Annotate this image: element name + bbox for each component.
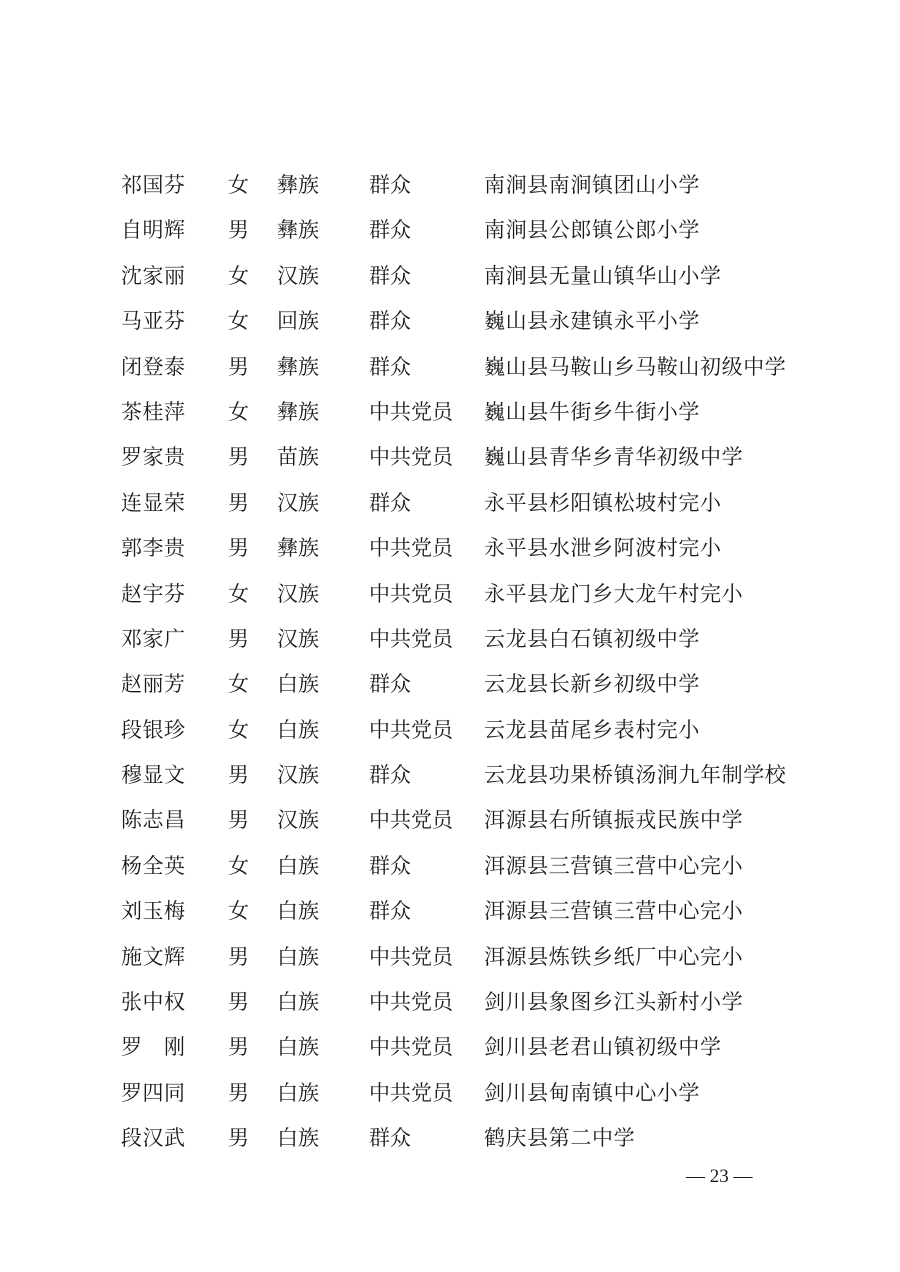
person-gender: 男 [228,536,249,561]
person-name: 祁国芬 [121,173,186,197]
person-name: 赵丽芳 [121,672,186,697]
person-school: 洱源县炼铁乡纸厂中心完小 [484,944,744,969]
person-political-status: 群众 [369,853,411,878]
person-political-status: 中共党员 [369,1080,453,1105]
person-school: 巍山县牛街乡牛街小学 [484,399,700,424]
person-gender: 男 [228,763,249,788]
person-political-status: 群众 [369,899,411,924]
person-name: 沈家丽 [121,263,186,288]
roster-row [0,1116,900,1161]
person-gender: 女 [228,853,249,878]
person-political-status: 中共党员 [369,399,453,424]
person-name: 段汉武 [121,1126,186,1151]
person-gender: 男 [228,1080,249,1105]
person-political-status: 群众 [369,1126,411,1151]
person-school: 剑川县甸南镇中心小学 [484,1080,700,1105]
person-political-status: 中共党员 [369,808,453,833]
person-ethnicity: 白族 [277,990,319,1015]
person-gender: 女 [228,672,249,697]
person-gender: 女 [228,399,249,424]
person-political-status: 中共党员 [369,626,453,651]
person-school: 巍山县青华乡青华初级中学 [484,445,744,470]
person-ethnicity: 白族 [277,853,319,878]
person-ethnicity: 汉族 [277,808,319,833]
person-political-status: 群众 [369,309,411,334]
person-political-status: 群众 [369,354,411,379]
roster-row [0,435,900,480]
roster-row [0,390,900,435]
roster-row [0,208,900,253]
person-gender: 男 [228,626,249,651]
roster-row [0,345,900,390]
person-name: 刘玉梅 [121,899,186,924]
person-school: 剑川县老君山镇初级中学 [484,1035,722,1060]
person-school: 云龙县长新乡初级中学 [484,672,700,697]
roster-row [0,662,900,707]
person-political-status: 中共党员 [369,990,453,1015]
roster-row [0,299,900,344]
person-school: 云龙县功果桥镇汤涧九年制学校 [484,763,787,788]
person-ethnicity: 白族 [277,672,319,697]
person-ethnicity: 苗族 [277,445,319,470]
page-number: — 23 — [686,1166,753,1187]
roster-row [0,1071,900,1116]
person-name: 张中权 [121,990,186,1015]
person-name: 施文辉 [121,944,186,969]
person-gender: 男 [228,490,249,515]
person-political-status: 中共党员 [369,1035,453,1060]
person-school: 永平县龙门乡大龙午村完小 [484,581,744,606]
person-political-status: 群众 [369,173,411,197]
person-gender: 男 [228,990,249,1015]
person-ethnicity: 白族 [277,1080,319,1105]
person-name: 郭李贵 [121,536,186,561]
teacher-roster [0,163,900,1162]
person-name: 段银珍 [121,717,186,742]
person-name: 罗 刚 [121,1035,186,1060]
person-ethnicity: 白族 [277,944,319,969]
person-political-status: 中共党员 [369,717,453,742]
person-gender: 男 [228,808,249,833]
person-political-status: 中共党员 [369,536,453,561]
person-school: 南涧县公郎镇公郎小学 [484,218,700,243]
person-ethnicity: 汉族 [277,581,319,606]
person-ethnicity: 彝族 [277,173,319,197]
person-name: 邓家广 [121,626,186,651]
person-ethnicity: 汉族 [277,490,319,515]
person-ethnicity: 汉族 [277,626,319,651]
person-political-status: 群众 [369,263,411,288]
person-gender: 男 [228,944,249,969]
person-name: 自明辉 [121,218,186,243]
person-school: 永平县杉阳镇松坡村完小 [484,490,722,515]
person-school: 剑川县象图乡江头新村小学 [484,990,744,1015]
roster-row [0,617,900,662]
person-name: 闭登泰 [121,354,186,379]
person-gender: 女 [228,899,249,924]
person-name: 罗四同 [121,1080,186,1105]
person-school: 巍山县马鞍山乡马鞍山初级中学 [484,354,787,379]
person-political-status: 群众 [369,763,411,788]
person-political-status: 群众 [369,218,411,243]
person-school: 南涧县无量山镇华山小学 [484,263,722,288]
person-ethnicity: 彝族 [277,354,319,379]
person-gender: 女 [228,173,249,197]
person-school: 永平县水泄乡阿波村完小 [484,536,722,561]
person-ethnicity: 白族 [277,899,319,924]
person-name: 连显荣 [121,490,186,515]
roster-row [0,708,900,753]
person-school: 南涧县南涧镇团山小学 [484,173,700,197]
roster-row [0,980,900,1025]
roster-row [0,844,900,889]
person-political-status: 中共党员 [369,944,453,969]
person-gender: 男 [228,1126,249,1151]
person-name: 陈志昌 [121,808,186,833]
person-ethnicity: 白族 [277,1035,319,1060]
roster-row [0,526,900,571]
person-political-status: 群众 [369,490,411,515]
person-gender: 男 [228,1035,249,1060]
person-ethnicity: 彝族 [277,536,319,561]
person-gender: 女 [228,309,249,334]
person-name: 茶桂萍 [121,399,186,424]
person-school: 洱源县三营镇三营中心完小 [484,899,744,924]
person-gender: 女 [228,581,249,606]
person-name: 罗家贵 [121,445,186,470]
person-ethnicity: 彝族 [277,218,319,243]
person-school: 鹤庆县第二中学 [484,1126,636,1151]
roster-row [0,798,900,843]
roster-row [0,935,900,980]
person-ethnicity: 白族 [277,717,319,742]
person-name: 杨全英 [121,853,186,878]
person-ethnicity: 白族 [277,1126,319,1151]
person-name: 马亚芬 [121,309,186,334]
person-gender: 男 [228,218,249,243]
person-school: 云龙县苗尾乡表村完小 [484,717,700,742]
roster-row [0,753,900,798]
person-school: 云龙县白石镇初级中学 [484,626,700,651]
person-gender: 女 [228,717,249,742]
roster-row [0,163,900,208]
person-political-status: 群众 [369,672,411,697]
person-name: 穆显文 [121,763,186,788]
person-political-status: 中共党员 [369,581,453,606]
person-gender: 女 [228,263,249,288]
person-ethnicity: 彝族 [277,399,319,424]
person-political-status: 中共党员 [369,445,453,470]
person-gender: 男 [228,445,249,470]
person-school: 洱源县右所镇振戎民族中学 [484,808,744,833]
roster-row [0,254,900,299]
person-school: 巍山县永建镇永平小学 [484,309,700,334]
roster-row [0,1025,900,1070]
roster-row [0,889,900,934]
roster-row [0,481,900,526]
person-school: 洱源县三营镇三营中心完小 [484,853,744,878]
roster-row [0,572,900,617]
person-gender: 男 [228,354,249,379]
person-ethnicity: 回族 [277,309,319,334]
person-ethnicity: 汉族 [277,263,319,288]
person-ethnicity: 汉族 [277,763,319,788]
person-name: 赵宇芬 [121,581,186,606]
